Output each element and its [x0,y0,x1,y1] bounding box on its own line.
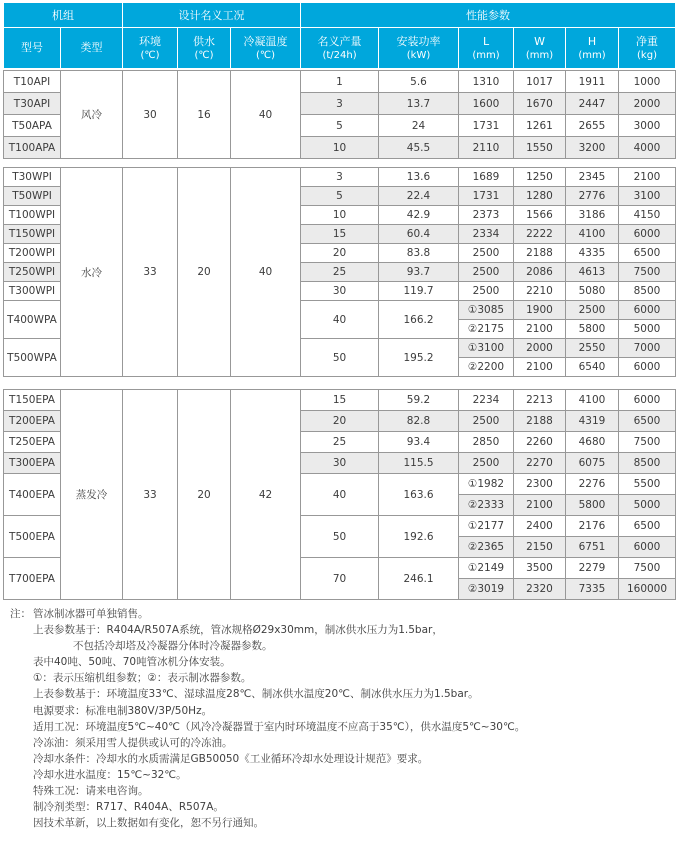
width-cell: 2222 [514,225,566,244]
weight-cell: 6000 [619,537,676,558]
length-cell: 2500 [459,282,514,301]
capacity-cell: 10 [301,206,379,225]
notes-label: 注： [10,608,31,620]
note-line: 表中40吨、50吨、70吨管冰机分体安装。 [33,656,231,669]
width-cell: 1566 [514,206,566,225]
weight-cell: 7500 [619,263,676,282]
height-cell: 2500 [566,301,619,320]
model-cell: T200EPA [4,411,61,432]
note-line: 冷却水进水温度：15℃~32℃。 [33,768,187,781]
note-line: 制冷剂类型：R717、R404A、R507A。 [33,801,224,814]
width-cell: 2100 [514,320,566,339]
ambient-temp-cell: 33 [123,390,178,600]
column-header-cell: 名义产量 (t/24h) [301,28,379,69]
capacity-cell: 70 [301,558,379,600]
weight-cell: 6000 [619,225,676,244]
condensing-temp-cell: 42 [231,390,301,600]
width-cell: 2260 [514,432,566,453]
notes-section [0,606,678,831]
weight-cell: 2000 [619,93,676,115]
power-cell: 13.7 [379,93,459,115]
note-line: 适用工况：环境温度5℃~40℃（风冷冷凝器置于室内时环境温度不应高于35℃），供水温度5℃~30℃。 [33,720,526,733]
power-cell: 93.7 [379,263,459,282]
ambient-temp-cell: 33 [123,168,178,377]
capacity-cell: 25 [301,432,379,453]
notes-lines [33,606,678,831]
model-cell: T250EPA [4,432,61,453]
height-cell: 4100 [566,390,619,411]
column-header-cell: 型号 [4,28,61,69]
supply-water-temp-cell: 20 [178,390,231,600]
model-cell: T500EPA [4,516,61,558]
length-cell: 1600 [459,93,514,115]
weight-cell: 5000 [619,495,676,516]
length-cell: ①1982 [459,474,514,495]
length-cell: 1731 [459,115,514,137]
capacity-cell: 1 [301,71,379,93]
spec-table-header [3,2,676,69]
length-cell: ②3019 [459,579,514,600]
column-header-cell: H (mm) [566,28,619,69]
model-cell: T50APA [4,115,61,137]
power-cell: 45.5 [379,137,459,159]
table-row [4,168,676,187]
weight-cell: 8500 [619,453,676,474]
column-header-cell: 供水 (℃) [178,28,231,69]
column-header-cell: L (mm) [459,28,514,69]
width-cell: 2100 [514,358,566,377]
power-cell: 115.5 [379,453,459,474]
spec-table-body [3,70,675,600]
model-cell: T700EPA [4,558,61,600]
model-cell: T400WPA [4,301,61,339]
type-cell: 蒸发冷 [61,390,123,600]
weight-cell: 6000 [619,301,676,320]
length-cell: 1310 [459,71,514,93]
height-cell: 4680 [566,432,619,453]
note-line: 管冰制冰器可单独销售。 [33,608,149,620]
model-cell: T10API [4,71,61,93]
note-line: 电源要求：标准电制380V/3P/50Hz。 [33,704,213,717]
note-line: 上表参数基于：环境温度33℃、湿球温度28℃、制冰供水温度20℃、制冰供水压力为1.5bar。 [33,688,479,701]
power-cell: 5.6 [379,71,459,93]
height-cell: 5800 [566,320,619,339]
power-cell: 22.4 [379,187,459,206]
width-cell: 2320 [514,579,566,600]
power-cell: 166.2 [379,301,459,339]
weight-cell: 6500 [619,516,676,537]
weight-cell: 6000 [619,390,676,411]
supply-water-temp-cell: 20 [178,168,231,377]
width-cell: 1550 [514,137,566,159]
width-cell: 1261 [514,115,566,137]
height-cell: 5800 [566,495,619,516]
height-cell: 1911 [566,71,619,93]
model-cell: T300WPI [4,282,61,301]
width-cell: 2150 [514,537,566,558]
width-cell: 2400 [514,516,566,537]
group-header-cell: 性能参数 [301,3,676,28]
capacity-cell: 5 [301,115,379,137]
weight-cell: 160000 [619,579,676,600]
capacity-cell: 30 [301,453,379,474]
capacity-cell: 3 [301,93,379,115]
height-cell: 2276 [566,474,619,495]
length-cell: ①2149 [459,558,514,579]
weight-cell: 2100 [619,168,676,187]
table-row [4,390,676,411]
weight-cell: 5500 [619,474,676,495]
spec-section-evaporative-cooled [3,389,676,600]
column-header-cell: 冷凝温度 (℃) [231,28,301,69]
length-cell: 2334 [459,225,514,244]
height-cell: 2550 [566,339,619,358]
model-cell: T300EPA [4,453,61,474]
width-cell: 2000 [514,339,566,358]
height-cell: 6075 [566,453,619,474]
weight-cell: 4000 [619,137,676,159]
power-cell: 83.8 [379,244,459,263]
type-cell: 风冷 [61,71,123,159]
capacity-cell: 20 [301,411,379,432]
height-cell: 2776 [566,187,619,206]
length-cell: 2110 [459,137,514,159]
weight-cell: 4150 [619,206,676,225]
supply-water-temp-cell: 16 [178,71,231,159]
width-cell: 3500 [514,558,566,579]
height-cell: 2655 [566,115,619,137]
column-header-cell: 环境 (℃) [123,28,178,69]
weight-cell: 7000 [619,339,676,358]
weight-cell: 8500 [619,282,676,301]
note-line: 不包括冷却塔及冷凝器分体时冷凝器参数。 [73,640,273,653]
width-cell: 2270 [514,453,566,474]
height-cell: 3200 [566,137,619,159]
model-cell: T150EPA [4,390,61,411]
model-cell: T200WPI [4,244,61,263]
width-cell: 1017 [514,71,566,93]
length-cell: 2500 [459,263,514,282]
height-cell: 4613 [566,263,619,282]
capacity-cell: 40 [301,474,379,516]
length-cell: 2500 [459,244,514,263]
weight-cell: 5000 [619,320,676,339]
width-cell: 2213 [514,390,566,411]
power-cell: 195.2 [379,339,459,377]
power-cell: 42.9 [379,206,459,225]
power-cell: 192.6 [379,516,459,558]
power-cell: 246.1 [379,558,459,600]
weight-cell: 6500 [619,411,676,432]
spec-section-water-cooled [3,167,676,377]
model-cell: T50WPI [4,187,61,206]
height-cell: 5080 [566,282,619,301]
power-cell: 24 [379,115,459,137]
height-cell: 2447 [566,93,619,115]
width-cell: 2300 [514,474,566,495]
capacity-cell: 5 [301,187,379,206]
length-cell: ①2177 [459,516,514,537]
column-header-cell: 安装功率 (kW) [379,28,459,69]
note-line: ①：表示压缩机组参数；②：表示制冰器参数。 [33,672,252,685]
length-cell: ②2365 [459,537,514,558]
capacity-cell: 20 [301,244,379,263]
width-cell: 1900 [514,301,566,320]
model-cell: T500WPA [4,339,61,377]
height-cell: 2345 [566,168,619,187]
spec-section-air-cooled [3,70,676,159]
weight-cell: 7500 [619,432,676,453]
table-row [4,71,676,93]
length-cell: ②2175 [459,320,514,339]
capacity-cell: 50 [301,516,379,558]
capacity-cell: 40 [301,301,379,339]
model-cell: T250WPI [4,263,61,282]
height-cell: 7335 [566,579,619,600]
note-line: 特殊工况：请来电咨询。 [33,785,149,798]
capacity-cell: 50 [301,339,379,377]
ambient-temp-cell: 30 [123,71,178,159]
height-cell: 4335 [566,244,619,263]
capacity-cell: 15 [301,225,379,244]
length-cell: ①3100 [459,339,514,358]
length-cell: 2850 [459,432,514,453]
note-line: 冷冻油：须采用雪人提供或认可的冷冻油。 [33,736,233,749]
length-cell: 1731 [459,187,514,206]
width-cell: 2086 [514,263,566,282]
length-cell: ②2333 [459,495,514,516]
width-cell: 1280 [514,187,566,206]
group-header-cell: 设计名义工况 [123,3,301,28]
height-cell: 6751 [566,537,619,558]
width-cell: 2188 [514,411,566,432]
width-cell: 2210 [514,282,566,301]
model-cell: T400EPA [4,474,61,516]
power-cell: 93.4 [379,432,459,453]
condensing-temp-cell: 40 [231,168,301,377]
height-cell: 4319 [566,411,619,432]
power-cell: 82.8 [379,411,459,432]
length-cell: ①3085 [459,301,514,320]
length-cell: ②2200 [459,358,514,377]
length-cell: 1689 [459,168,514,187]
weight-cell: 3000 [619,115,676,137]
height-cell: 2279 [566,558,619,579]
height-cell: 3186 [566,206,619,225]
width-cell: 2188 [514,244,566,263]
capacity-cell: 10 [301,137,379,159]
column-header-cell: W (mm) [514,28,566,69]
weight-cell: 1000 [619,71,676,93]
model-cell: T100WPI [4,206,61,225]
width-cell: 1670 [514,93,566,115]
length-cell: 2373 [459,206,514,225]
weight-cell: 6500 [619,244,676,263]
power-cell: 163.6 [379,474,459,516]
column-header-cell: 类型 [61,28,123,69]
length-cell: 2500 [459,453,514,474]
weight-cell: 6000 [619,358,676,377]
length-cell: 2234 [459,390,514,411]
weight-cell: 7500 [619,558,676,579]
model-cell: T30API [4,93,61,115]
note-line: 因技术革新，以上数据如有变化，恕不另行通知。 [33,817,264,830]
height-cell: 6540 [566,358,619,377]
group-header-cell: 机组 [4,3,123,28]
power-cell: 60.4 [379,225,459,244]
width-cell: 1250 [514,168,566,187]
condensing-temp-cell: 40 [231,71,301,159]
capacity-cell: 3 [301,168,379,187]
note-line: 冷却水条件：冷却水的水质需满足GB50050《工业循环冷却水处理设计规范》要求。 [33,752,429,765]
power-cell: 13.6 [379,168,459,187]
power-cell: 119.7 [379,282,459,301]
height-cell: 2176 [566,516,619,537]
capacity-cell: 15 [301,390,379,411]
model-cell: T30WPI [4,168,61,187]
model-cell: T100APA [4,137,61,159]
type-cell: 水冷 [61,168,123,377]
capacity-cell: 30 [301,282,379,301]
capacity-cell: 25 [301,263,379,282]
width-cell: 2100 [514,495,566,516]
note-line: 上表参数基于：R404A/R507A系统，管冰规格Ø29x30mm，制冰供水压力为1.5bar， [33,624,443,637]
column-header-cell: 净重 (kg) [619,28,676,69]
height-cell: 4100 [566,225,619,244]
weight-cell: 3100 [619,187,676,206]
power-cell: 59.2 [379,390,459,411]
length-cell: 2500 [459,411,514,432]
model-cell: T150WPI [4,225,61,244]
